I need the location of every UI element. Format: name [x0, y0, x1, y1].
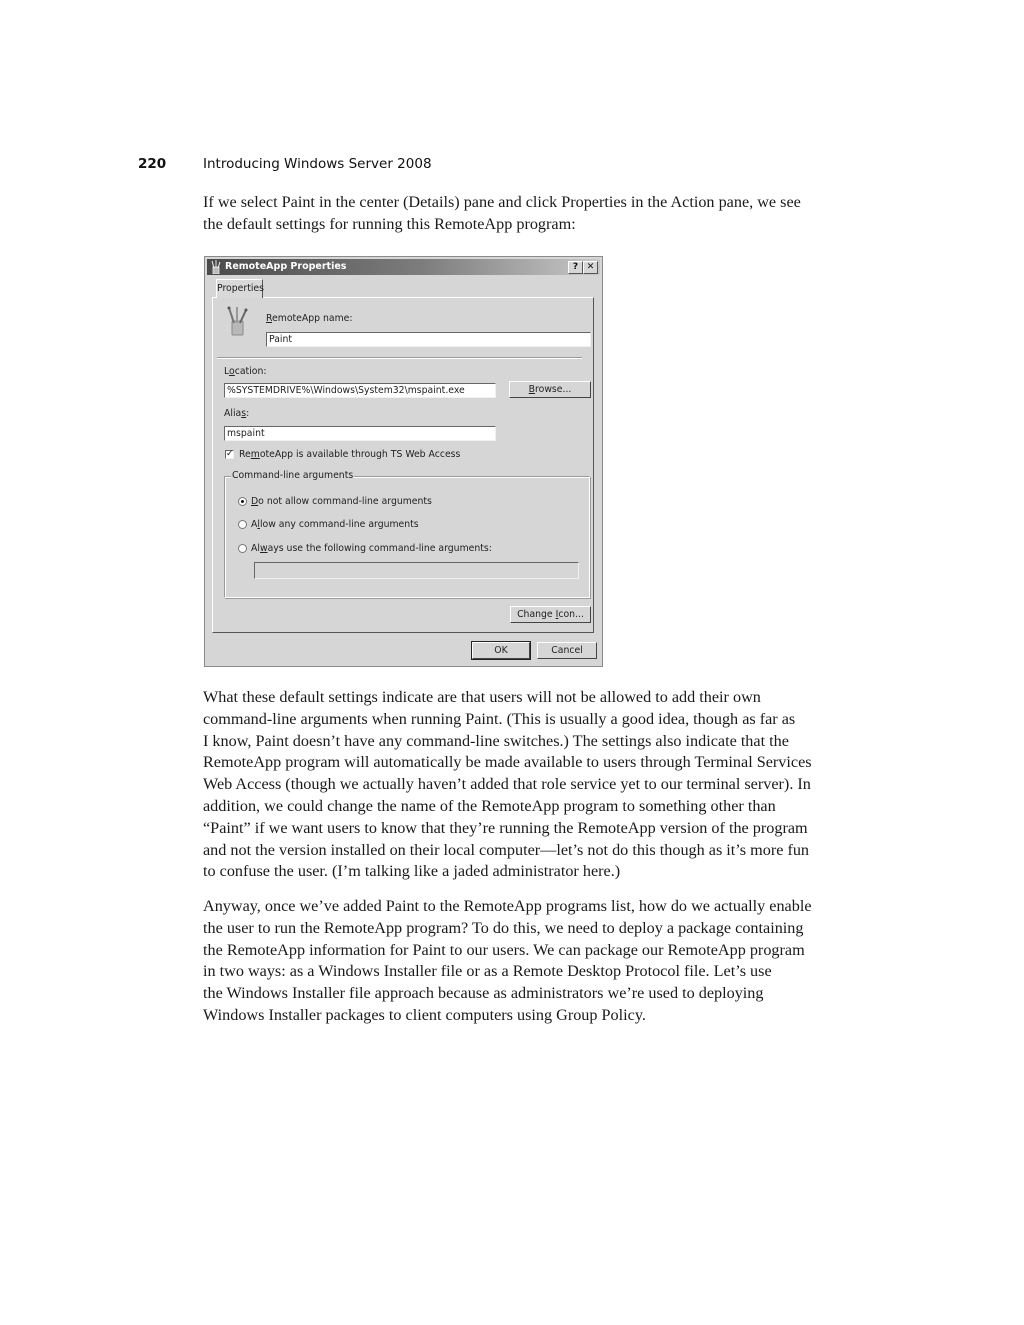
text-line: Anyway, once we’ve added Paint to the RemoteApp programs list, how do we actually enable [203, 897, 812, 915]
text-line: the default settings for running this RemoteApp program: [203, 214, 576, 233]
groupbox-legend: Command-line arguments [232, 470, 354, 481]
help-button[interactable]: ? [568, 261, 583, 274]
radio-any-cmdline-label[interactable]: Allow any command-line arguments [251, 519, 419, 530]
radio-no-cmdline-label[interactable]: Do not allow command-line arguments [251, 496, 432, 507]
dialog-titlebar[interactable] [207, 259, 600, 275]
text-line: What these default settings indicate are that users will not be allowed to add their own [203, 688, 761, 706]
cmdline-args-groupbox [224, 470, 590, 598]
paint-brushes-icon [225, 306, 249, 336]
alias-input[interactable]: mspaint [224, 426, 496, 441]
remoteapp-properties-dialog [204, 256, 603, 667]
dialog-title: RemoteApp Properties [225, 261, 347, 272]
text-line: the Windows Installer file approach because as administrators we’re used to deploying [203, 984, 764, 1003]
separator [217, 357, 582, 359]
text-line: command-line arguments when running Paint. (This is usually a good idea, though as far as [203, 709, 796, 728]
remoteapp-name-input[interactable]: Paint [266, 332, 591, 347]
radio-always-cmdline[interactable] [238, 544, 247, 553]
tab-properties[interactable]: Properties [216, 279, 263, 298]
text-line: RemoteApp program will automatically be made available to users through Terminal Services [203, 753, 812, 772]
text-line: and not the version installed on their local computer—let’s not do this though as it’s more fun [203, 840, 810, 859]
running-title: Introducing Windows Server 2008 [203, 156, 432, 172]
text-line: in two ways: as a Windows Installer file or as a Remote Desktop Protocol file. Let’s use [203, 962, 772, 981]
paint-brushes-icon [210, 260, 222, 274]
body-paragraph [203, 896, 858, 1027]
change-icon-button[interactable]: Change Icon... [510, 606, 591, 623]
radio-no-cmdline[interactable] [238, 497, 247, 506]
remoteapp-name-label: RemoteApp name: [266, 313, 353, 324]
text-line: the RemoteApp information for Paint to our users. We can package our RemoteApp program [203, 940, 805, 959]
text-line: I know, Paint doesn’t have any command-line switches.) The settings also indicate that the [203, 731, 789, 750]
radio-always-cmdline-label[interactable]: Always use the following command-line arguments: [251, 543, 492, 554]
text-line: addition, we could change the name of the RemoteApp program to something other than [203, 796, 776, 815]
close-icon: ✕ [586, 262, 595, 272]
close-button[interactable] [583, 261, 598, 274]
cancel-button[interactable]: Cancel [537, 642, 597, 659]
text-line: Web Access (though we actually haven’t added that role service yet to our terminal server). In [203, 775, 811, 794]
body-paragraph [203, 687, 858, 883]
text-line: If we select Paint in the center (Details) pane and click Properties in the Action pane, we see [203, 193, 801, 211]
intro-paragraph [203, 192, 858, 236]
text-line: “Paint” if we want users to know that they’re running the RemoteApp version of the program [203, 818, 808, 837]
location-label: Location: [224, 366, 267, 377]
browse-button[interactable]: Browse... [509, 381, 591, 398]
tswa-checkbox-label[interactable]: RemoteApp is available through TS Web Access [239, 449, 461, 460]
radio-any-cmdline[interactable] [238, 520, 247, 529]
alias-label: Alias: [224, 408, 250, 419]
cmdline-args-input[interactable] [254, 562, 579, 579]
text-line: Windows Installer packages to client computers using Group Policy. [203, 1005, 646, 1024]
location-input[interactable]: %SYSTEMDRIVE%\Windows\System32\mspaint.exe [224, 383, 496, 398]
ok-button[interactable]: OK [472, 642, 530, 659]
text-line: the user to run the RemoteApp program? To do this, we need to deploy a package containing [203, 918, 804, 937]
page-number: 220 [138, 156, 167, 172]
text-line: to confuse the user. (I’m talking like a jaded administrator here.) [203, 862, 621, 881]
tswa-checkbox[interactable]: ✓ [226, 449, 234, 459]
